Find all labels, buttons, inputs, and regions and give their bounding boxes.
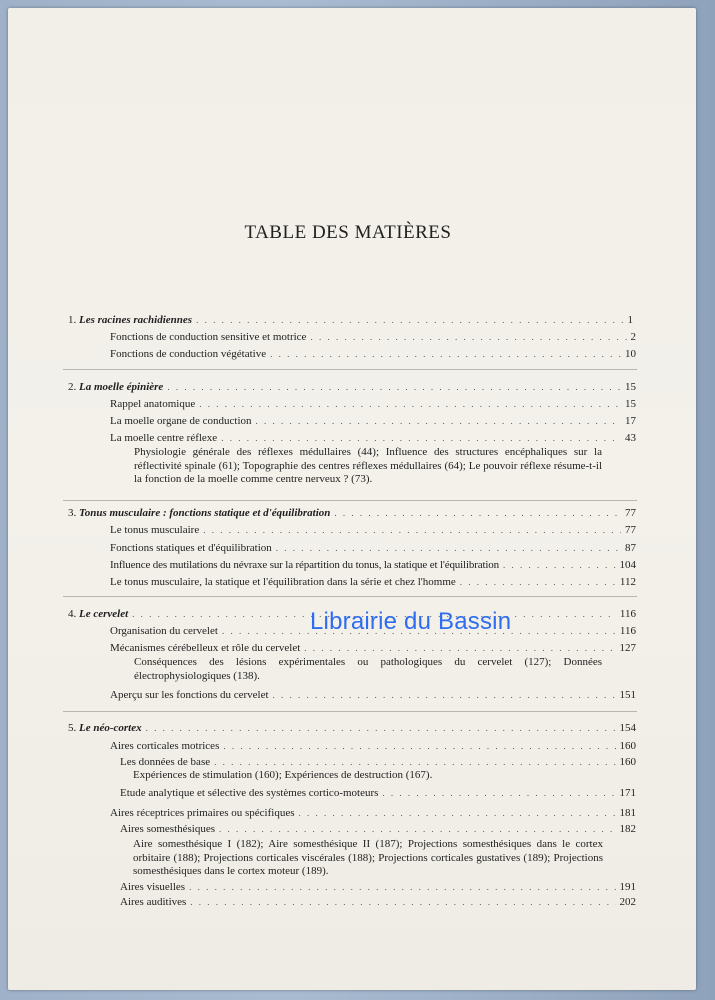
toc-entry [110,397,636,411]
entry-detail: Physiologie générale des réflexes médullaires (44); Influence des structures encéphaliques sur la réflectivité spinale (61); Topographie des centres réflexes médullaires (64); Le pouvoir réflexe résume-t-il la fonction de la moelle comme centre nerveux ? (73). [134,446,602,485]
toc-entry [110,414,636,428]
page-number: 10 [625,348,636,360]
entry-label: Aires visuelles [120,881,186,893]
page-number: 112 [619,576,636,588]
toc-entry [110,688,636,702]
dot-leader [273,688,616,702]
dot-leader [304,641,615,655]
toc-entry [110,330,636,344]
dot-leader [270,347,621,361]
toc-entry [110,558,636,572]
page-number: 15 [625,381,636,393]
entry-label: Le tonus musculaire, la statique et l'équilibration dans la série et chez l'homme [110,576,456,588]
toc-chapter-5 [68,721,636,735]
entry-label: Aperçu sur les fonctions du cervelet [110,689,269,701]
chapter-title: Les racines rachidiennes [79,314,193,326]
entry-label: Aires auditives [120,896,187,908]
dot-leader [146,721,616,735]
page-number: 104 [619,559,636,571]
page-number: 15 [625,398,636,410]
entry-label: Aires réceptrices primaires ou spécifiques [110,807,295,819]
page-number: 154 [619,722,636,734]
toc-chapter-2 [68,380,636,394]
entry-label: Fonctions de conduction sensitive et motrice [110,331,307,343]
page-number: 77 [625,507,636,519]
page-number: 160 [619,740,636,752]
toc-entry [110,347,636,361]
page-number: 151 [619,689,636,701]
dot-leader [276,541,621,555]
chapter-number: 5. [68,722,77,734]
entry-label: Influence des mutilations du névraxe sur la répartition du tonus, la statique et l'équilibration [110,559,499,571]
toc-entry [110,806,636,820]
dot-leader [503,558,616,572]
page-number: 171 [619,787,636,799]
section-divider [63,369,637,370]
toc-chapter-1 [68,313,633,327]
dot-leader [256,414,621,428]
chapter-title: La moelle épinière [79,381,164,393]
dot-leader [310,330,626,344]
page-number: 17 [625,415,636,427]
toc-entry [110,575,636,589]
page-number: 2 [630,331,636,343]
entry-label: Fonctions statiques et d'équilibration [110,542,272,554]
toc-entry [110,641,636,655]
page-number: 127 [619,642,636,654]
dot-leader [382,786,615,800]
entry-label: La moelle organe de conduction [110,415,252,427]
section-divider [63,500,637,501]
dot-leader [203,523,621,537]
toc-subentry [120,786,636,800]
entry-label: Rappel anatomique [110,398,196,410]
page-number: 160 [619,756,636,768]
chapter-title: Le cervelet [79,608,129,620]
entry-label: Aires somesthésiques [120,823,216,835]
dot-leader [190,895,615,909]
toc-subentry [120,755,636,769]
dot-leader [167,380,621,394]
dot-leader [298,806,615,820]
toc-subentry [120,822,636,836]
chapter-title: Le néo-cortex [79,722,142,734]
entry-label: Le tonus musculaire [110,524,200,536]
entry-detail: Conséquences des lésions expérimentales ou pathologiques du cervelet (127); Données électrophysiologiques (138). [134,656,602,682]
entry-label: Fonctions de conduction végétative [110,348,267,360]
entry-detail: Aire somesthésique I (182); Aire somesthésique II (187); Projections somesthésiques dans le cortex orbitaire (188); Projections corticales viscérales (188); Projections corticales gustatives (189); Projections somesthésiques dans le cortex moteur (189). [133,838,603,877]
chapter-number: 1. [68,314,77,326]
watermark-text: Librairie du Bassin [310,608,512,635]
dot-leader [334,506,621,520]
dot-leader [196,313,623,327]
chapter-number: 2. [68,381,77,393]
entry-label: La moelle centre réflexe [110,432,218,444]
toc-entry [110,431,636,445]
dot-leader [223,739,615,753]
page-number: 43 [625,432,636,444]
dot-leader [189,880,615,894]
page-number: 181 [619,807,636,819]
chapter-number: 3. [68,507,77,519]
page-number: 202 [619,896,636,908]
chapter-title: Tonus musculaire : fonctions statique et d'équilibration [79,507,331,519]
entry-label: Organisation du cervelet [110,625,218,637]
toc-chapter-3 [68,506,636,520]
toc-subentry [120,895,636,909]
page-number: 77 [625,524,636,536]
dot-leader [221,431,621,445]
page-number: 87 [625,542,636,554]
entry-label: Les données de base [120,756,211,768]
entry-detail: Expériences de stimulation (160); Expériences de destruction (167). [133,769,433,781]
entry-label: Aires corticales motrices [110,740,220,752]
section-divider [63,596,637,597]
toc-entry [110,541,636,555]
dot-leader [219,822,615,836]
page-number: 116 [619,625,636,637]
dot-leader [214,755,615,769]
dot-leader [199,397,621,411]
toc-entry [110,523,636,537]
page-number: 191 [619,881,636,893]
entry-label: Etude analytique et sélective des systèmes cortico-moteurs [120,787,379,799]
page-number: 182 [619,823,636,835]
page-number: 116 [619,608,636,620]
toc-subentry [120,880,636,894]
section-divider [63,711,637,712]
page-title: TABLE DES MATIÈRES [244,222,452,243]
toc-entry [110,739,636,753]
chapter-number: 4. [68,608,77,620]
dot-leader [460,575,616,589]
entry-label: Mécanismes cérébelleux et rôle du cervelet [110,642,301,654]
page-number: 1 [627,314,633,326]
